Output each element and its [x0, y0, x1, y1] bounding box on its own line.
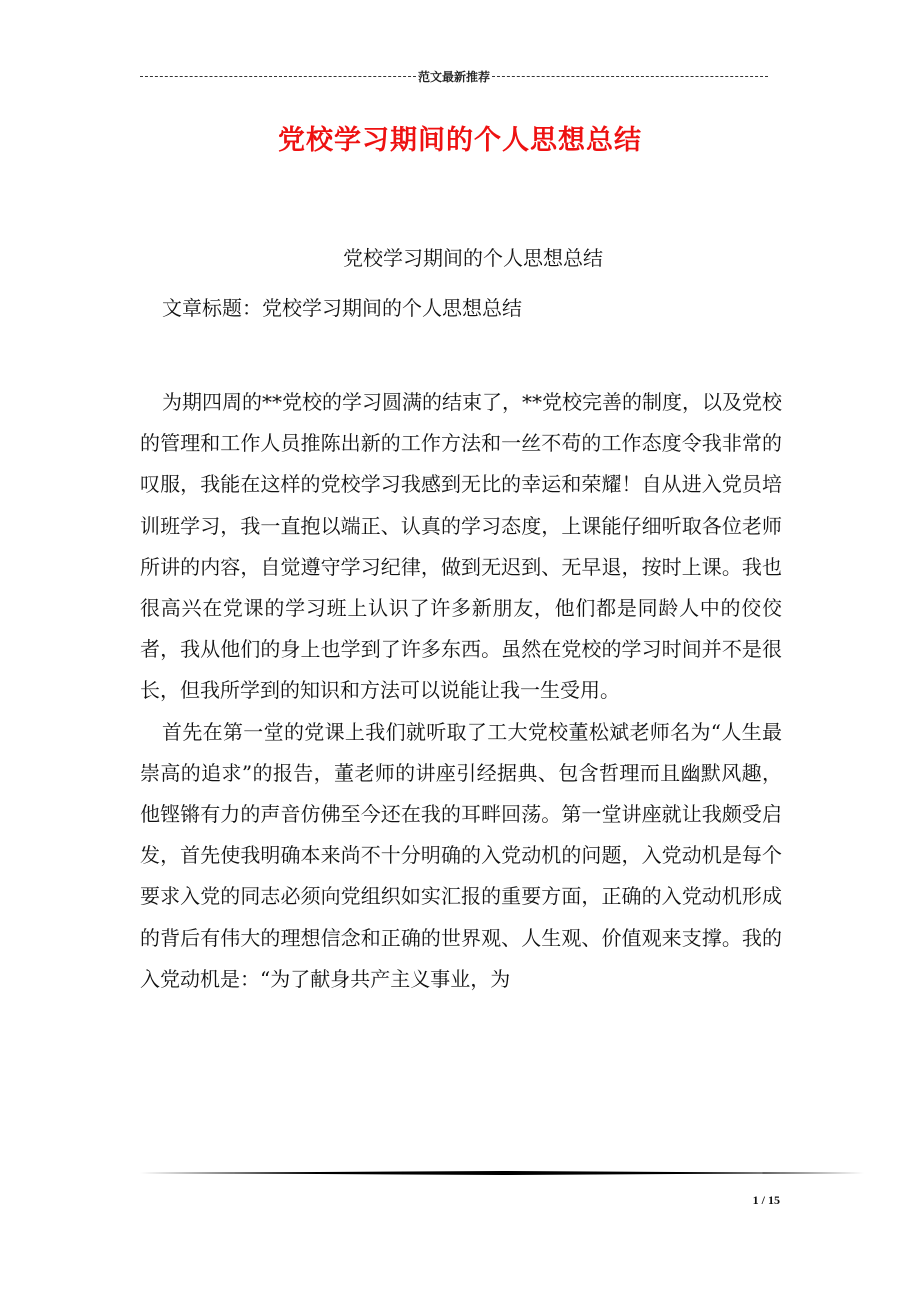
footer-rule	[140, 1171, 864, 1175]
document-subtitle: 党校学习期间的个人思想总结	[343, 246, 603, 270]
paragraph-2: 首先在第一堂的党课上我们就听取了工大党校董松斌老师名为“人生最崇高的追求”的报告，董老师的讲座引经据典、包含哲理而且幽默风趣，他铿锵有力的声音仿佛至今还在我的耳畔回荡。第一堂讲座就让我颇受启发，首先使我明确本来尚不十分明确的入党动机的问题，入党动机是每个要求入党的同志必须向党组织如实汇报的重要方面，正确的入党动机形成的背后有伟大的理想信念和正确的世界观、人生观、价值观来支撑。我的入党动机是：“为了献身共产主义事业，为	[140, 719, 782, 991]
page-number: 1 / 15	[752, 1193, 780, 1207]
header-dash-left	[140, 76, 416, 77]
document-body	[140, 382, 782, 1000]
header-banner-text: 范文最新推荐	[418, 69, 491, 84]
paragraph-1: 为期四周的**党校的学习圆满的结束了，**党校完善的制度，以及党校的管理和工作人员推陈出新的工作方法和一丝不苟的工作态度令我非常的叹服，我能在这样的党校学习我感到无比的幸运和荣耀！自从进入党员培训班学习，我一直抱以端正、认真的学习态度，上课能仔细听取各位老师所讲的内容，自觉遵守学习纪律，做到无迟到、无早退，按时上课。我也很高兴在党课的学习班上认识了许多新朋友，他们都是同龄人中的佼佼者，我从他们的身上也学到了许多东西。虽然在党校的学习时间并不是很长，但我所学到的知识和方法可以说能让我一生受用。	[140, 390, 782, 703]
article-title-line: 文章标题：党校学习期间的个人思想总结	[162, 296, 522, 320]
header-dash-right	[492, 76, 768, 77]
header-banner	[140, 66, 768, 86]
document-title: 党校学习期间的个人思想总结	[278, 125, 642, 156]
